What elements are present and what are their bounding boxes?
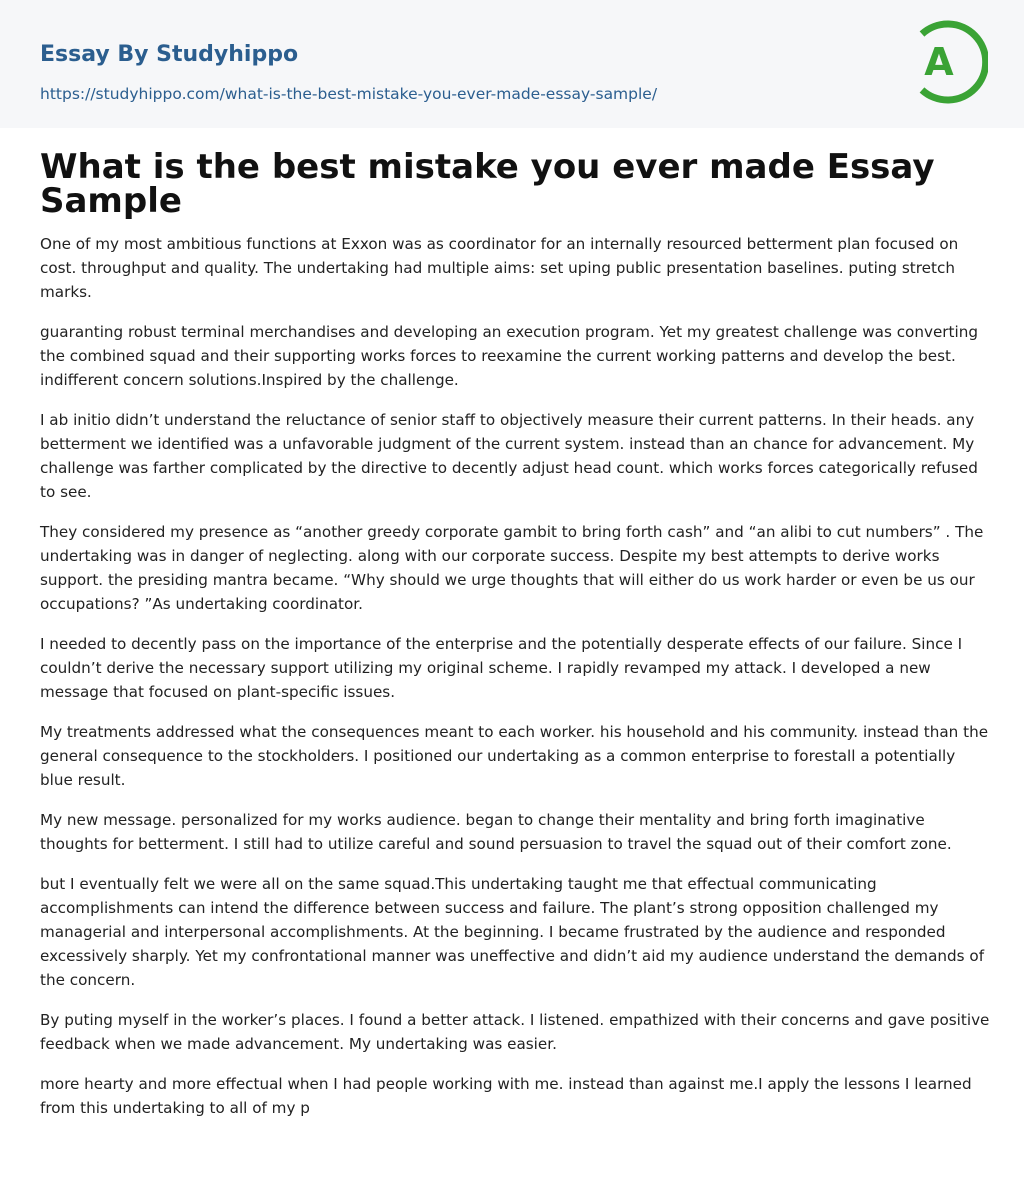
- article-paragraph: My new message. personalized for my works audience. began to change their mentality and bring forth imaginative thoughts for betterment. I still had to utilize careful and sound persuasion to travel the squad out of their comfort zone.: [40, 811, 952, 853]
- site-header: [0, 0, 1024, 128]
- article-paragraph: but I eventually felt we were all on the same squad.This undertaking taught me that effectual communicating accomplishments can intend the difference between success and failure. The plant’s strong opposition challenged my managerial and interpersonal accomplishments. At the beginning. I became frustrated by the audience and responded excessively sharply. Yet my confrontational manner was uneffective and didn’t aid my audience understand the demands of the concern.: [40, 875, 985, 989]
- article-paragraph: I needed to decently pass on the importance of the enterprise and the potentially desperate effects of our failure. Since I couldn’t derive the necessary support utilizing my original scheme. I rapidly revamped my attack. I developed a new message that focused on plant-specific issues.: [40, 635, 963, 701]
- article-paragraph: I ab initio didn’t understand the reluctance of senior staff to objectively measure their current patterns. In their heads. any betterment we identified was a unfavorable judgment of the current system. instead than an chance for advancement. My challenge was farther complicated by the directive to decently adjust head count. which works forces categorically refused to see.: [40, 411, 978, 501]
- article-paragraph: By puting myself in the worker’s places. I found a better attack. I listened. empathized with their concerns and gave positive feedback when we made advancement. My undertaking was easier.: [40, 1011, 990, 1053]
- article-paragraph: One of my most ambitious functions at Exxon was as coordinator for an internally resourced betterment plan focused on cost. throughput and quality. The undertaking had multiple aims: set uping public presentation baselines. puting stretch marks.: [40, 235, 959, 301]
- article-container: [40, 147, 990, 1136]
- studyhippo-logo-icon[interactable]: [912, 18, 988, 106]
- logo-letter: A: [924, 40, 954, 84]
- article-paragraph: They considered my presence as “another greedy corporate gambit to bring forth cash” and “an alibi to cut numbers” . The undertaking was in danger of neglecting. along with our corporate success. Despite my best attempts to derive works support. the presiding mantra became. “Why should we urge thoughts that will either do us work harder or even be us our occupations? ”As undertaking coordinator.: [40, 523, 984, 613]
- article-paragraph: more hearty and more effectual when I had people working with me. instead than against me.I apply the lessons I learned from this undertaking to all of my p: [40, 1075, 972, 1117]
- article-paragraph: guaranting robust terminal merchandises and developing an execution program. Yet my greatest challenge was converting the combined squad and their supporting works forces to reexamine the current working patterns and develop the best. indifferent concern solutions.Inspired by the challenge.: [40, 323, 978, 389]
- article-paragraph: My treatments addressed what the consequences meant to each worker. his household and his community. instead than the general consequence to the stockholders. I positioned our undertaking as a common enterprise to forestall a potentially blue result.: [40, 723, 989, 789]
- page-url-link[interactable]: https://studyhippo.com/what-is-the-best-mistake-you-ever-made-essay-sample/: [40, 85, 658, 103]
- site-brand[interactable]: Essay By Studyhippo: [40, 42, 299, 67]
- article-title: What is the best mistake you ever made Essay Sample: [40, 147, 935, 221]
